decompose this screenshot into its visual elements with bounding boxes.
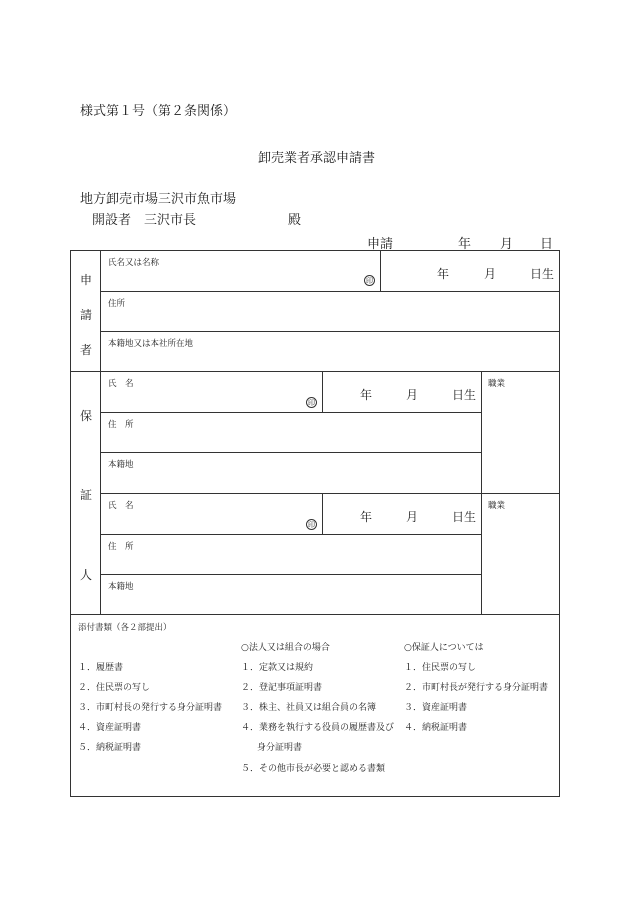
attachments-col3-item-3: ３．資産証明書 xyxy=(404,703,468,713)
application-date-year: 年 xyxy=(458,237,472,252)
attachments-col1-item-4: ４．資産証明書 xyxy=(78,723,142,733)
applicant-seal-icon: 印 xyxy=(366,277,373,285)
attachments-col2-item-3: ３．株主、社員又は組合員の名簿 xyxy=(241,703,377,713)
applicant-birth-day: 日生 xyxy=(530,267,555,281)
form-title: 卸売業者承認申請書 xyxy=(258,151,376,166)
attachments-col2-item-5: ５．その他市長が必要と認める書類 xyxy=(241,764,386,774)
attachments-col3-item-4: ４．納税証明書 xyxy=(404,723,468,733)
applicant-name-label: 氏名又は名称 xyxy=(108,258,160,268)
guarantor1-name-divider xyxy=(322,371,323,412)
attachments-col2-item-4-cont: 身分証明書 xyxy=(257,743,303,753)
guarantor-side-char-2: 証 xyxy=(80,488,93,502)
guarantor2-birth-month: 月 xyxy=(406,510,419,524)
guarantor1-seal-icon: 印 xyxy=(308,399,315,407)
guarantor1-address-label: 住 所 xyxy=(108,420,134,430)
guarantor2-birth-day: 日生 xyxy=(452,510,477,524)
attachments-col2-item-1: １．定款又は規約 xyxy=(241,663,314,673)
divider-guarantor-attachments xyxy=(70,614,560,615)
addressee-line1: 地方卸売市場三沢市魚市場 xyxy=(80,192,237,207)
applicant-side-char-1: 申 xyxy=(80,273,93,287)
guarantor1-birth-day: 日生 xyxy=(452,388,477,402)
attachments-header: 添付書類（各２部提出） xyxy=(78,623,172,633)
addressee-line2: 開設者 三沢市長 xyxy=(92,213,197,228)
applicant-row-line1 xyxy=(100,291,560,292)
applicant-side-char-2: 請 xyxy=(80,308,93,322)
guarantor1-birth-year: 年 xyxy=(360,388,373,402)
guarantor2-name-divider xyxy=(322,493,323,534)
attachments-col2-item-2: ２．登記事項証明書 xyxy=(241,683,323,693)
guarantor1-name-label: 氏 名 xyxy=(108,379,134,389)
applicant-birth-month: 月 xyxy=(484,267,497,281)
guarantor-row-line1 xyxy=(100,412,481,413)
applicant-address-label: 住所 xyxy=(108,299,126,309)
form-number: 様式第１号（第２条関係） xyxy=(80,104,237,119)
guarantor-row-line5 xyxy=(100,574,481,575)
label-column-divider xyxy=(100,250,101,614)
guarantor2-birth-year: 年 xyxy=(360,510,373,524)
guarantor2-domicile-label: 本籍地 xyxy=(108,582,134,592)
attachments-col3-item-1: １．住民票の写し xyxy=(404,663,477,673)
divider-applicant-guarantor xyxy=(70,371,560,372)
attachments-col2-item-4: ４．業務を執行する役員の履歴書及び xyxy=(241,723,395,733)
guarantor-row-line2 xyxy=(100,452,481,453)
applicant-name-divider xyxy=(380,250,381,291)
guarantor1-birth-month: 月 xyxy=(406,388,419,402)
attachments-col2-heading: ○法人又は組合の場合 xyxy=(241,643,330,653)
guarantor2-seal-icon: 印 xyxy=(308,521,315,529)
attachments-col1-item-5: ５．納税証明書 xyxy=(78,743,142,753)
applicant-domicile-label: 本籍地又は本社所在地 xyxy=(108,339,194,349)
guarantor-side-char-3: 人 xyxy=(80,568,93,582)
application-date-month: 月 xyxy=(500,237,514,252)
attachments-col1-item-3: ３．市町村長の発行する身分証明書 xyxy=(78,703,223,713)
application-date-day: 日 xyxy=(540,237,554,252)
guarantor2-name-label: 氏 名 xyxy=(108,501,134,511)
attachments-col1-item-1: １．履歴書 xyxy=(78,663,124,673)
guarantor2-address-label: 住 所 xyxy=(108,542,134,552)
attachments-col3-item-2: ２．市町村長が発行する身分証明書 xyxy=(404,683,549,693)
applicant-row-line2 xyxy=(100,331,560,332)
guarantor2-occupation-label: 職業 xyxy=(488,501,506,511)
guarantor-row-line3 xyxy=(100,493,560,494)
guarantor-row-line4 xyxy=(100,534,481,535)
applicant-birth-year: 年 xyxy=(437,267,450,281)
guarantor1-domicile-label: 本籍地 xyxy=(108,460,134,470)
applicant-side-char-3: 者 xyxy=(80,343,93,357)
addressee-honorific: 殿 xyxy=(288,213,302,228)
attachments-col3-heading: ○保証人については xyxy=(404,643,484,653)
application-date-label: 申請 xyxy=(367,237,394,252)
guarantor-side-char-1: 保 xyxy=(80,409,93,423)
guarantor1-occupation-label: 職業 xyxy=(488,379,506,389)
attachments-col1-item-2: ２．住民票の写し xyxy=(78,683,151,693)
